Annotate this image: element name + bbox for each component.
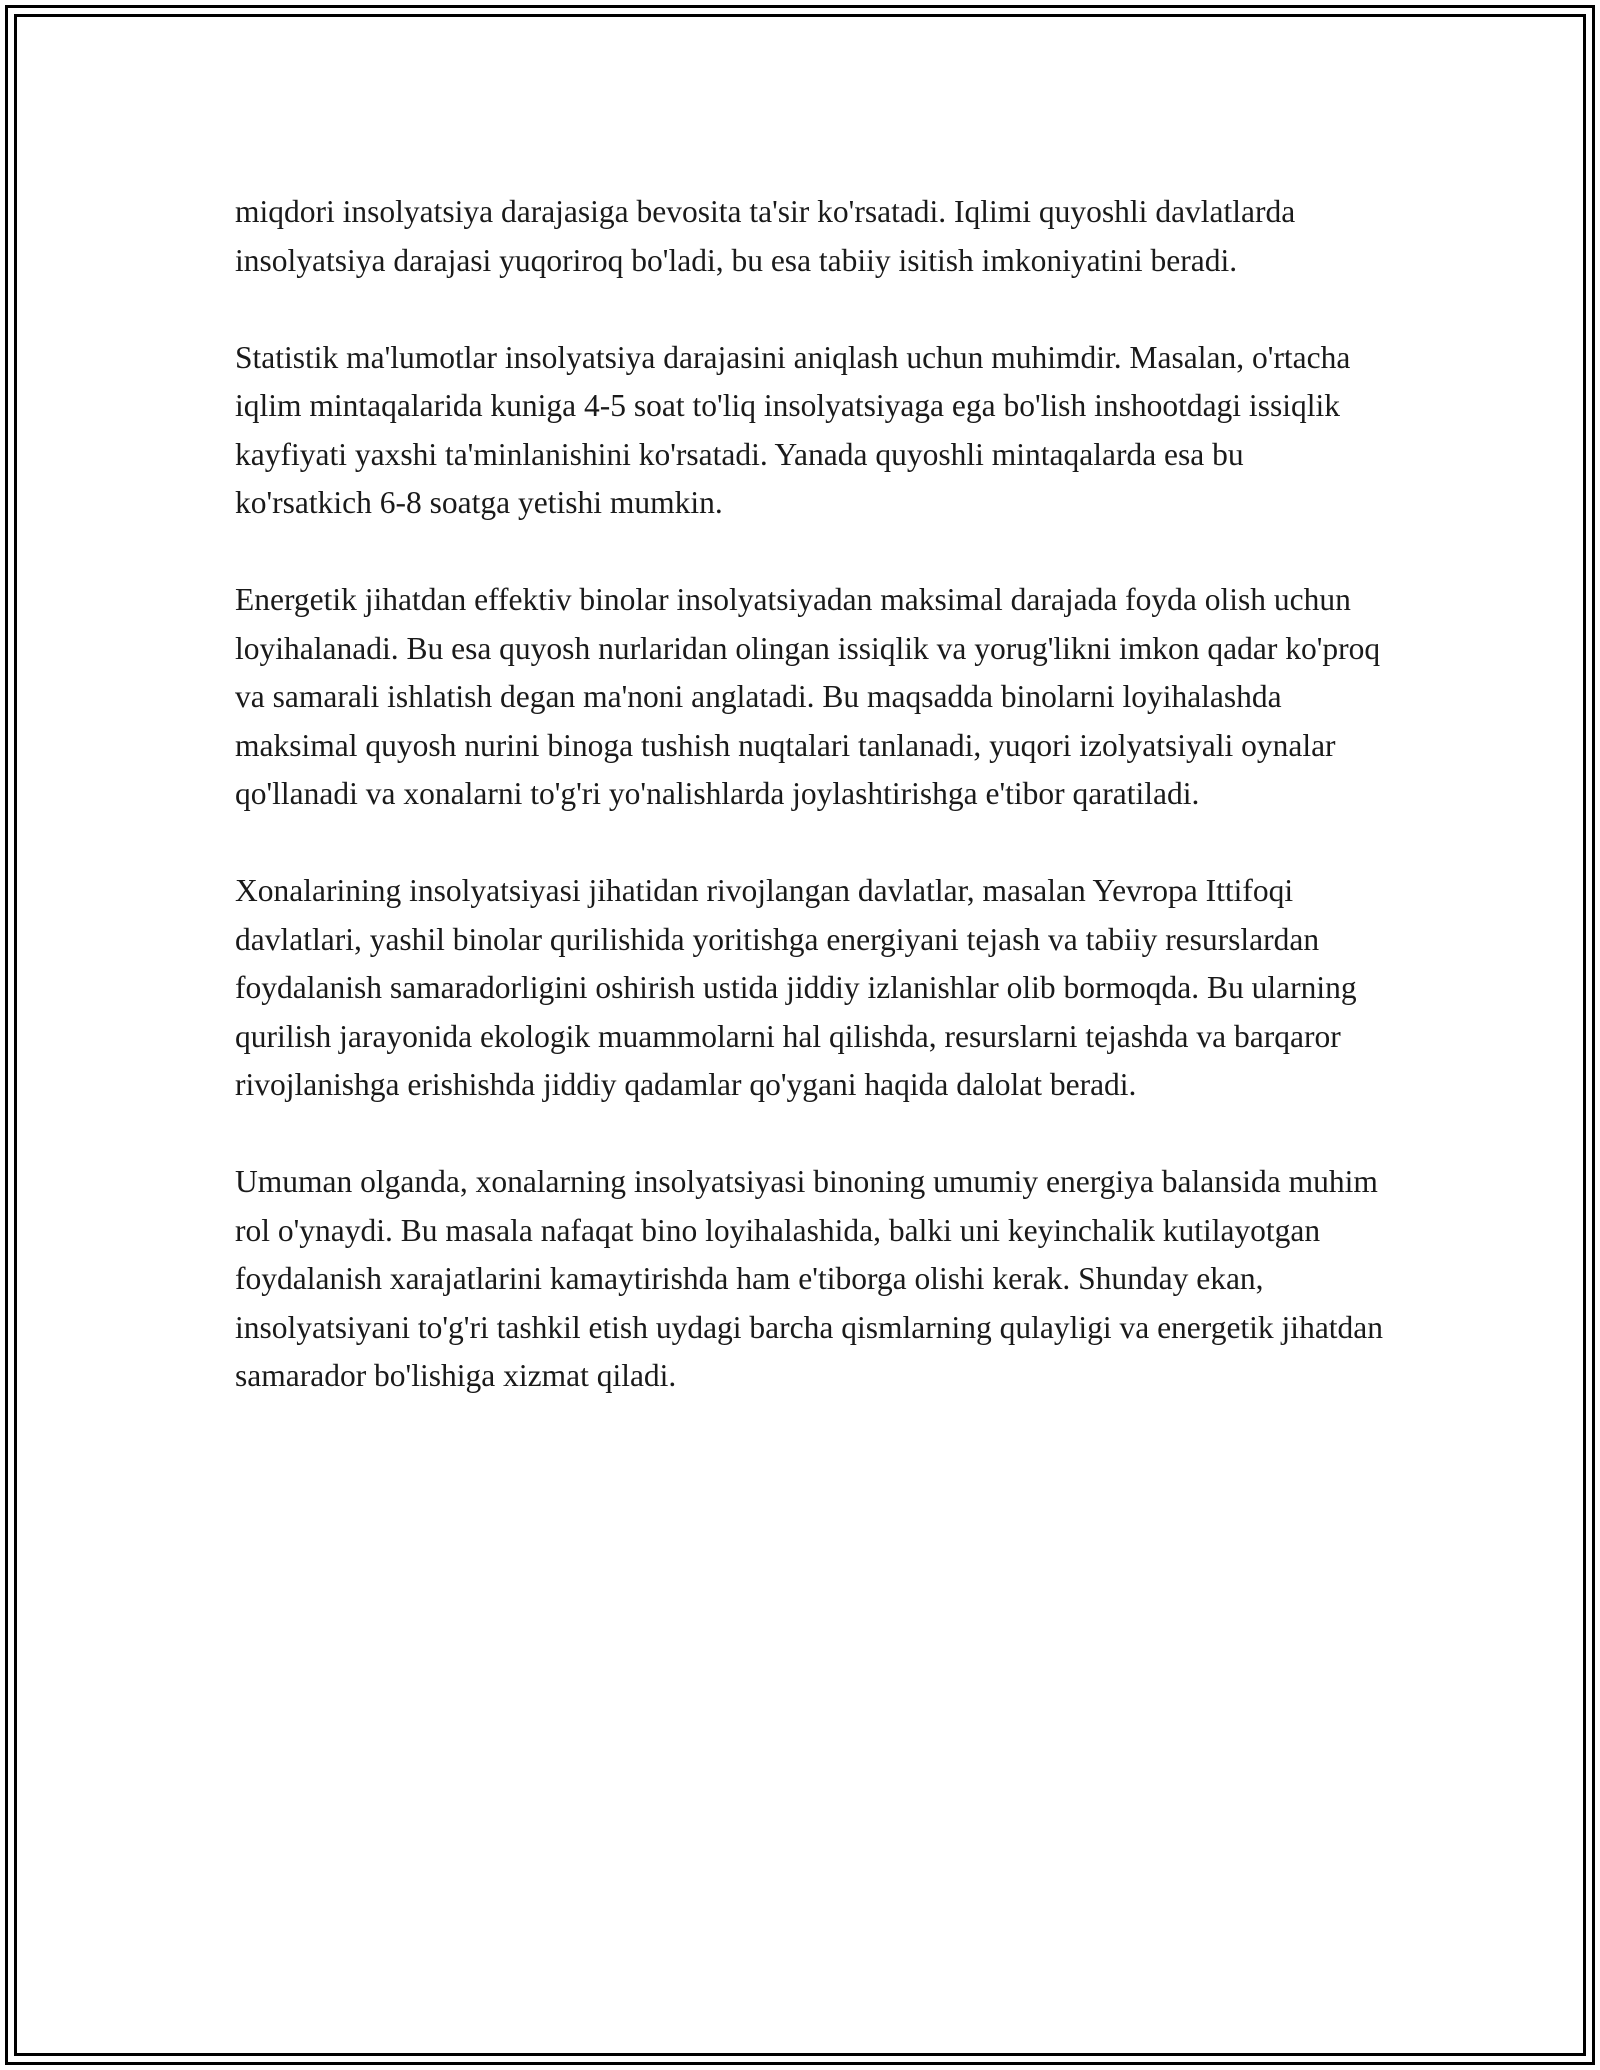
paragraph-4: Xonalarining insolyatsiyasi jihatidan rivojlangan davlatlar, masalan Yevropa Ittifoqi davlatlari, yashil binolar qurilishida yoritishga energiyani tejash va tabiiy resurslardan foydalanish samaradorligini oshirish ustida jiddiy izlanishlar olib bormoqda. Bu ularning qurilish jarayonida ekologik muammolarni hal qilishda, resurslarni tejashda va barqaror rivojlanishga erishishda jiddiy qadamlar qo'ygani haqida dalolat beradi. [235,873,1357,1102]
paragraph-5: Umuman olganda, xonalarning insolyatsiyasi binoning umumiy energiya balansida muhim rol o'ynaydi. Bu masala nafaqat bino loyihalashida, balki uni keyinchalik kutilayotgan foydalanish xarajatlarini kamaytirishda ham e'tiborga olishi kerak. Shunday ekan, insolyatsiyani to'g'ri tashkil etish uydagi barcha qismlarning qulayligi va energetik jihatdan samarador bo'lishiga xizmat qiladi. [235,1164,1384,1393]
paragraph-2: Statistik ma'lumotlar insolyatsiya darajasini aniqlash uchun muhimdir. Masalan, o'rtacha iqlim mintaqalarida kuniga 4-5 soat to'liq insolyatsiyaga ega bo'lish inshootdagi issiqlik kayfiyati yaxshi ta'minlanishini ko'rsatadi. Yanada quyoshli mintaqalarda esa bu ko'rsatkich 6-8 soatga yetishi mumkin. [235,339,1351,520]
document-body [235,188,1385,1401]
paragraph-3: Energetik jihatdan effektiv binolar insolyatsiyadan maksimal darajada foyda olish uchun loyihalanadi. Bu esa quyosh nurlaridan olingan issiqlik va yorug'likni imkon qadar ko'proq va samarali ishlatish degan ma'noni anglatadi. Bu maqsadda binolarni loyihalashda maksimal quyosh nurini binoga tushish nuqtalari tanlanadi, yuqori izolyatsiyali oynalar qo'llanadi va xonalarni to'g'ri yo'nalishlarda joylashtirishga e'tibor qaratiladi. [235,582,1381,811]
paragraph-1: miqdori insolyatsiya darajasiga bevosita ta'sir ko'rsatadi. Iqlimi quyoshli davlatlarda insolyatsiya darajasi yuqoriroq bo'ladi, bu esa tabiiy isitish imkoniyatini beradi. [235,194,1296,278]
